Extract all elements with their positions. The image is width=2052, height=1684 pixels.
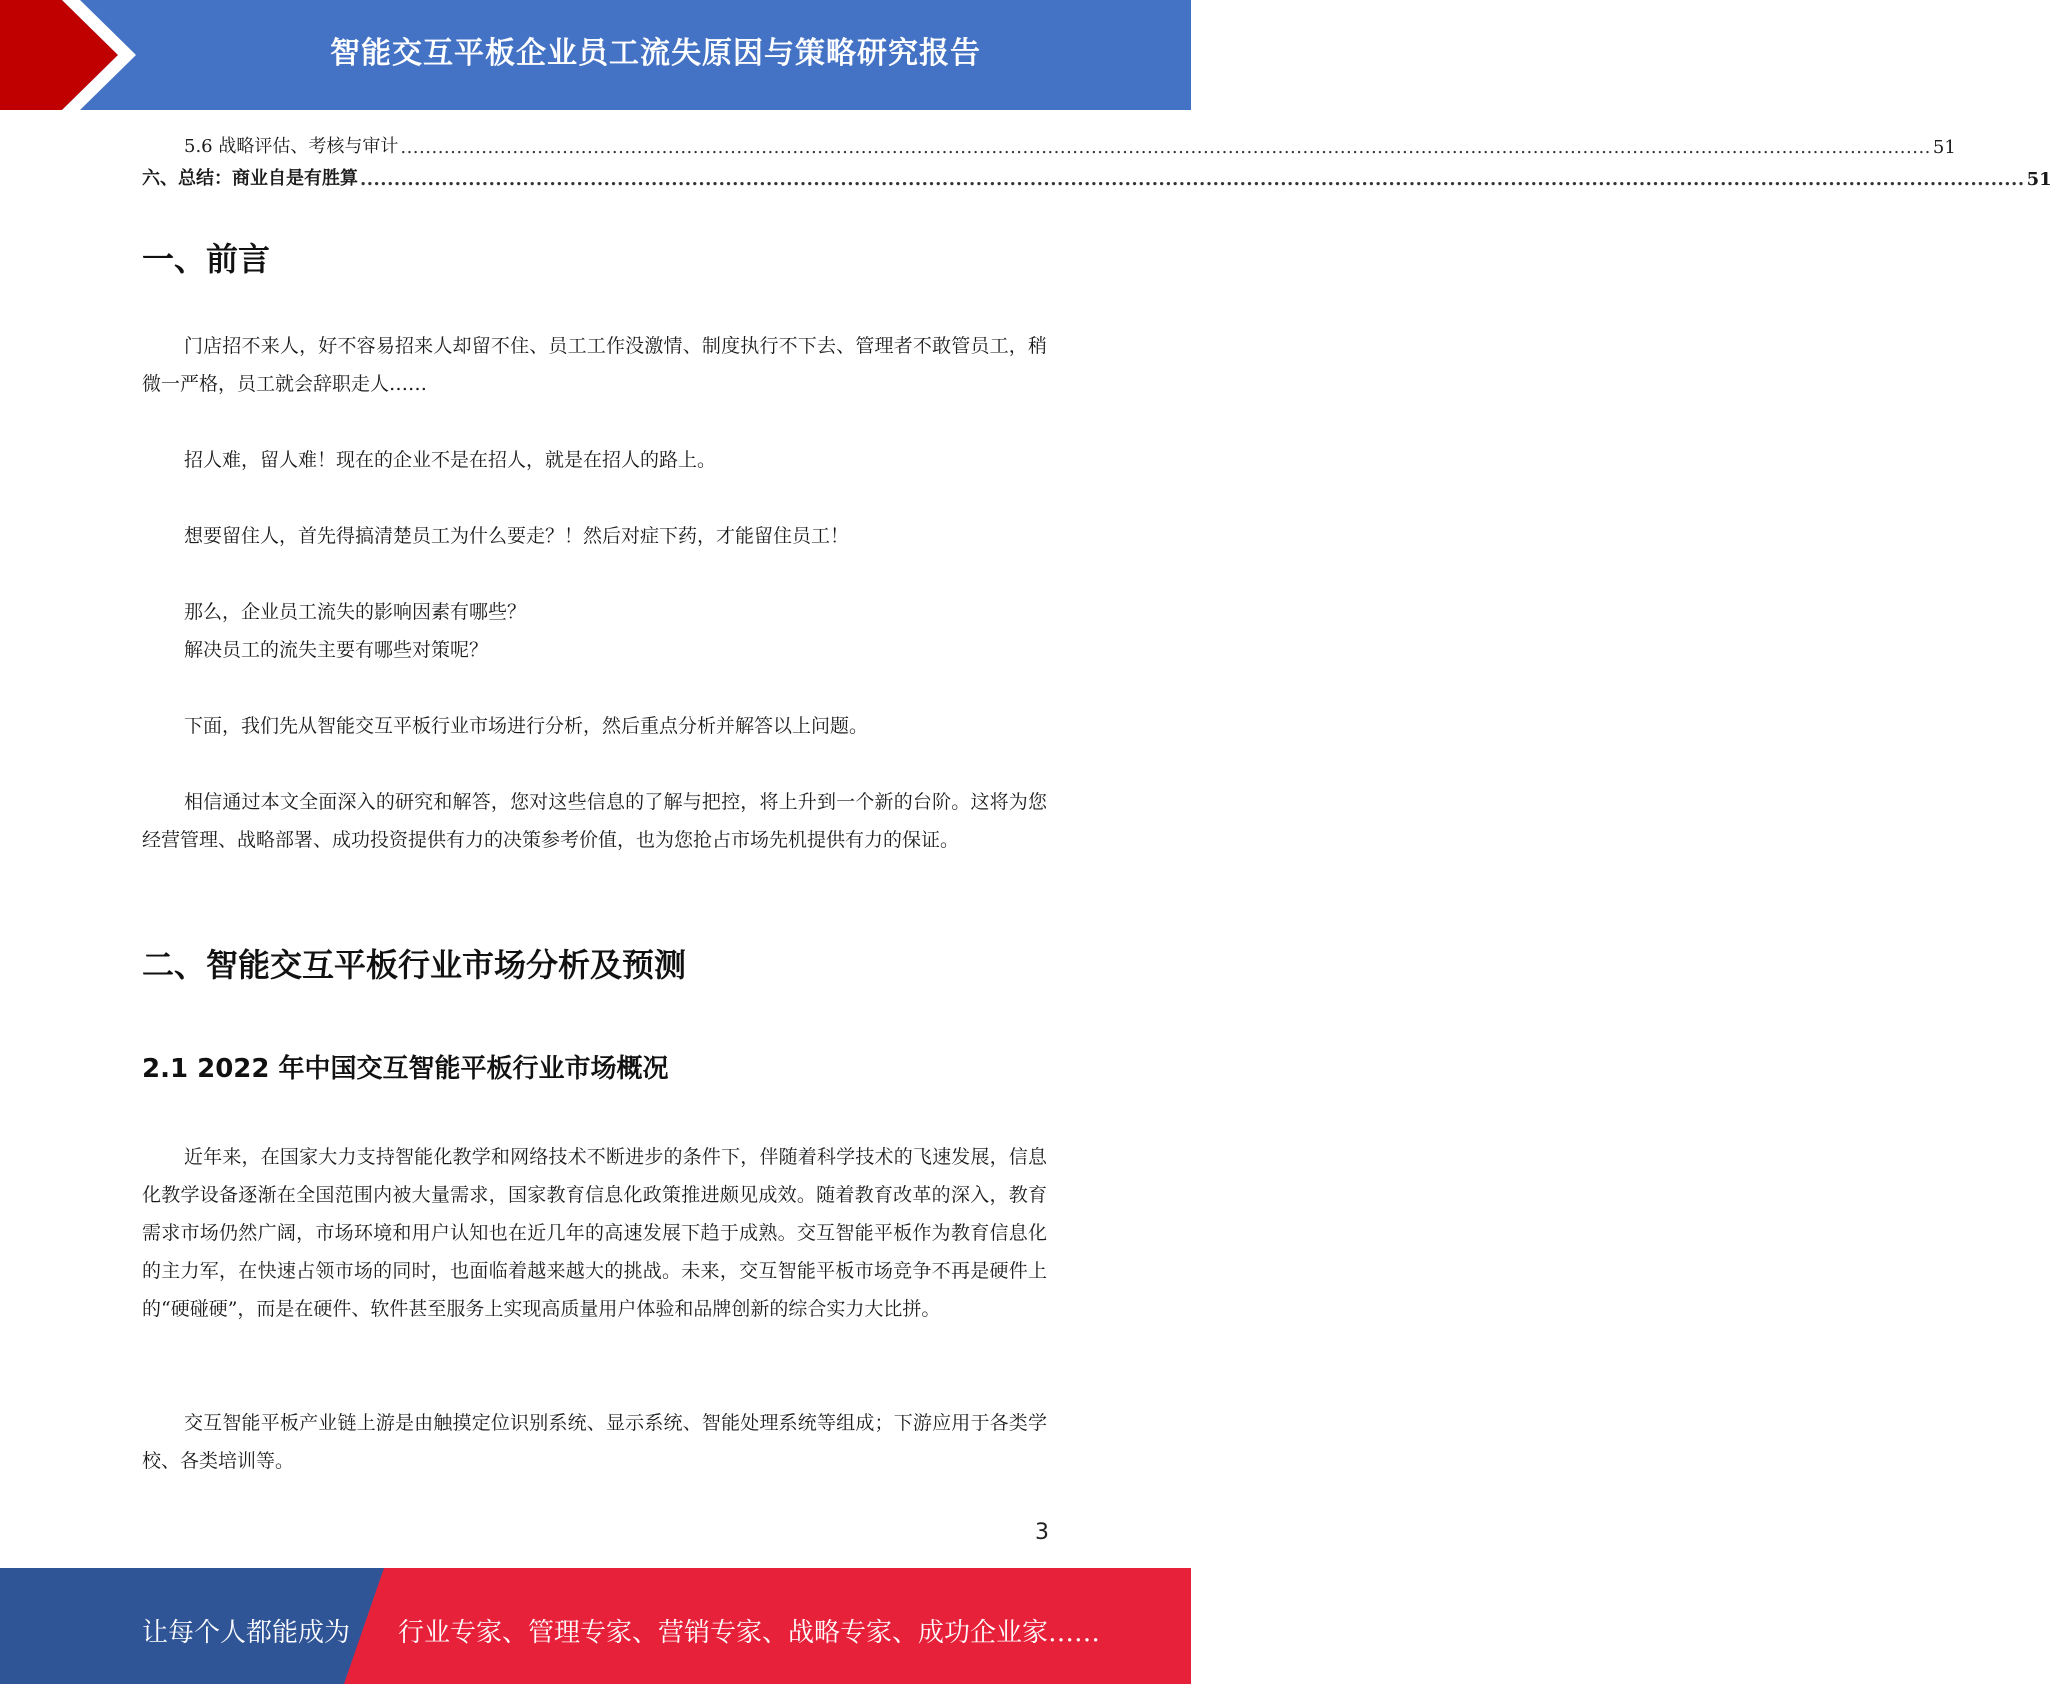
toc-entry-page: 51 [1932, 137, 1956, 158]
paragraph: 那么，企业员工流失的影响因素有哪些？ [184, 601, 527, 623]
toc-entry-title: 5.6 战略评估、考核与审计 [184, 136, 399, 157]
paragraph: 交互智能平板产业链上游是由触摸定位识别系统、显示系统、智能处理系统等组成；下游应用于各类学校、各类培训等。 [142, 1412, 1047, 1472]
header-banner [0, 0, 1191, 110]
toc-leader-dots: ...................................................................................................................................................................................................................................................... [360, 169, 2025, 190]
footer-slogan-right: 行业专家、管理专家、营销专家、战略专家、成功企业家…… [398, 1618, 1101, 1648]
section-heading-preface: 一、前言 [142, 240, 271, 278]
toc-entry-page: 51 [2026, 169, 2052, 190]
subsection-heading-2-1: 2.1 2022 年中国交互智能平板行业市场概况 [142, 1054, 669, 1084]
section-heading-market-analysis: 二、智能交互平板行业市场分析及预测 [142, 946, 687, 984]
toc-entry[interactable] [142, 126, 1956, 158]
toc-entry[interactable] [142, 158, 2052, 190]
paragraph: 招人难，留人难！现在的企业不是在招人，就是在招人的路上。 [184, 449, 717, 471]
report-title: 智能交互平板企业员工流失原因与策略研究报告 [330, 36, 981, 71]
header-arrow-logo [0, 0, 150, 110]
paragraph: 解决员工的流失主要有哪些对策呢？ [184, 639, 489, 661]
paragraph: 想要留住人，首先得搞清楚员工为什么要走？！然后对症下药，才能留住员工！ [184, 525, 850, 547]
paragraph: 相信通过本文全面深入的研究和解答，您对这些信息的了解与把控，将上升到一个新的台阶。这将为您经营管理、战略部署、成功投资提供有力的决策参考价值，也为您抢占市场先机提供有力的保证。 [142, 791, 1047, 851]
footer-banner [0, 1568, 1191, 1684]
page-number: 3 [1035, 1520, 1049, 1545]
toc-entry-title: 六、总结：商业自是有胜算 [142, 168, 358, 189]
paragraph: 下面，我们先从智能交互平板行业市场进行分析，然后重点分析并解答以上问题。 [184, 715, 869, 737]
paragraph: 门店招不来人，好不容易招来人却留不住、员工工作没激情、制度执行不下去、管理者不敢管员工，稍微一严格，员工就会辞职走人…… [142, 335, 1047, 395]
toc-leader-dots: ...................................................................................................................................................................................................................................................... [400, 137, 1931, 158]
footer-slogan-left: 让每个人都能成为 [142, 1618, 351, 1648]
paragraph: 近年来，在国家大力支持智能化教学和网络技术不断进步的条件下，伴随着科学技术的飞速发展，信息化教学设备逐渐在全国范围内被大量需求，国家教育信息化政策推进颇见成效。随着教育改革的深入，教育需求市场仍然广阔，市场环境和用户认知也在近几年的高速发展下趋于成熟。交互智能平板作为教育信息化的主力军，在快速占领市场的同时，也面临着越来越大的挑战。未来，交互智能平板市场竞争不再是硬件上的“硬碰硬”，而是在硬件、软件甚至服务上实现高质量用户体验和品牌创新的综合实力大比拼。 [142, 1146, 1047, 1320]
table-of-contents [142, 126, 2052, 190]
